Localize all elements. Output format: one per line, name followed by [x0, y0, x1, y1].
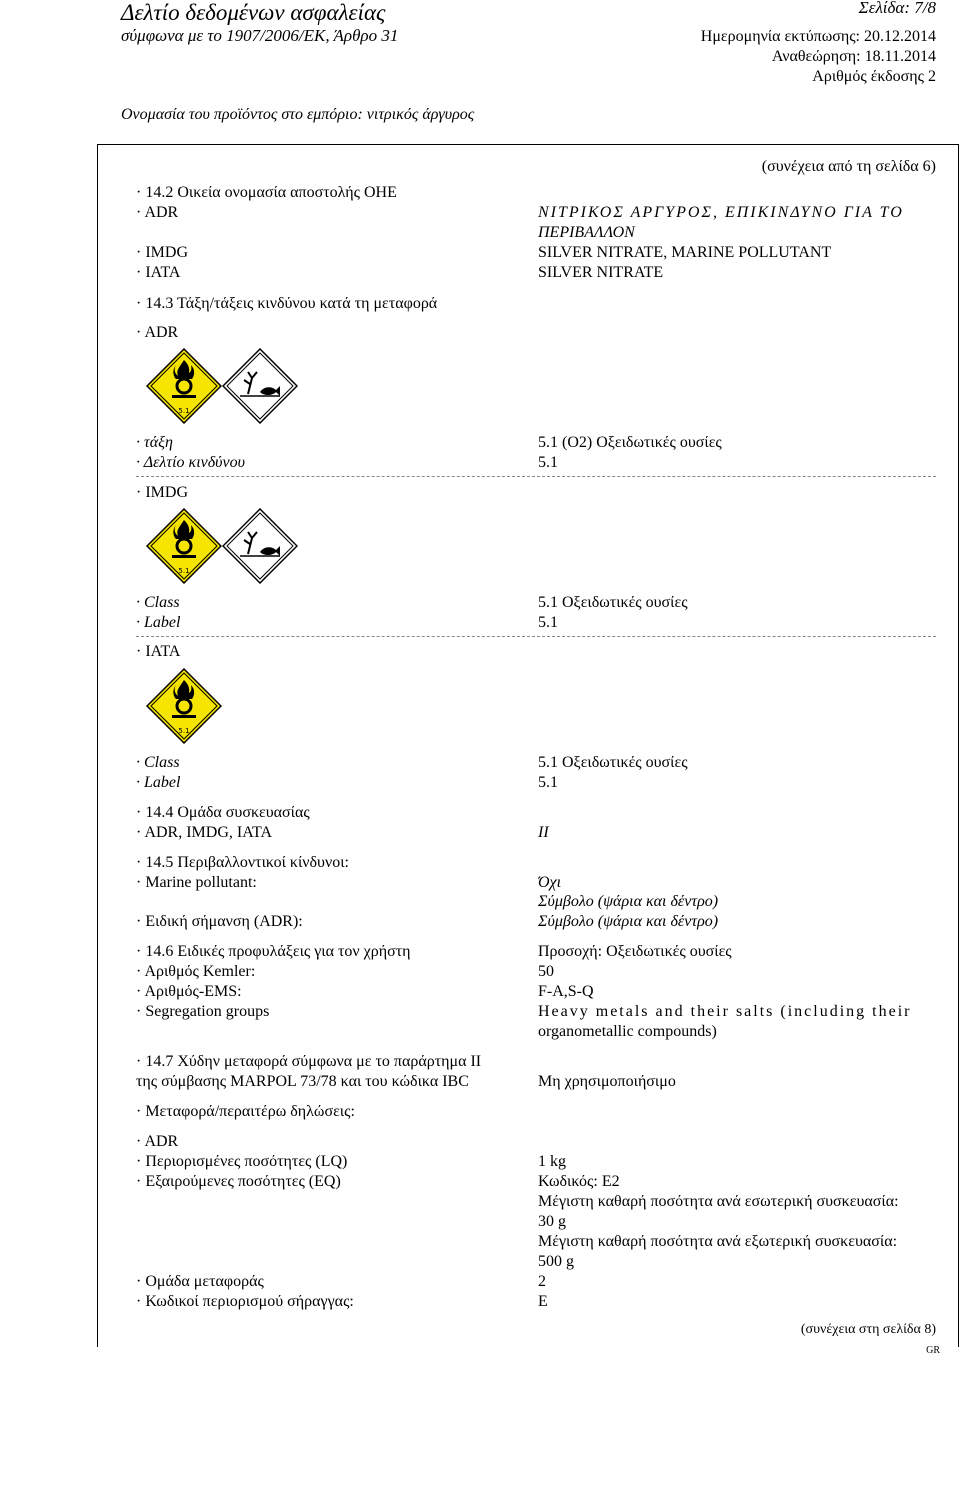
further-eq-value-3: 30 g	[538, 1213, 566, 1230]
s14-3-iata-label-label: · Label	[136, 774, 181, 791]
further-tunnel-label: · Κωδικοί περιορισμού σήραγγας:	[136, 1293, 354, 1310]
revision-date: Αναθεώρηση: 18.11.2014	[771, 48, 936, 65]
s14-7-value: Μη χρησιμοποιήσιμο	[538, 1073, 676, 1090]
s14-6-heading-value: Προσοχή: Οξειδωτικές ουσίες	[538, 943, 732, 960]
s14-3-heading: · 14.3 Τάξη/τάξεις κινδύνου κατά τη μεταφορά	[136, 295, 438, 312]
s14-2-imdg-value: SILVER NITRATE, MARINE POLLUTANT	[538, 244, 832, 261]
s14-5-special-label: · Ειδική σήμανση (ADR):	[136, 913, 303, 930]
further-lq-label: · Περιορισμένες ποσότητες (LQ)	[136, 1153, 348, 1170]
environment-pictogram-icon	[222, 348, 298, 424]
s14-5-marine-value-2: Σύμβολο (ψάρια και δέντρο)	[538, 893, 719, 910]
s14-4-value: II	[538, 824, 549, 841]
s14-4-label: · ADR, IMDG, IATA	[136, 824, 273, 841]
s14-3-adr-label: · ADR	[136, 324, 179, 341]
s14-2-iata-value: SILVER NITRATE	[538, 264, 664, 281]
s14-5-special-value: Σύμβολο (ψάρια και δέντρο)	[538, 913, 719, 930]
version-number: Αριθμός έκδοσης 2	[812, 68, 936, 85]
s14-5-marine-label: · Marine pollutant:	[136, 874, 257, 891]
s14-3-iata-class-value: 5.1 Οξειδωτικές ουσίες	[538, 754, 688, 771]
s14-2-adr-value-2: ΠΕΡΙΒΑΛΛΟΝ	[538, 224, 635, 241]
s14-6-ems-label: · Αριθμός-EMS:	[136, 983, 242, 1000]
pictogram-label: 5.1	[178, 407, 190, 415]
s14-3-iata-label: · IATA	[136, 643, 181, 660]
further-adr-label: · ADR	[136, 1133, 179, 1150]
s14-6-seg-label: · Segregation groups	[136, 1003, 270, 1020]
s14-3-adr-class-label: · τάξη	[136, 434, 173, 451]
s14-3-imdg-class-value: 5.1 Οξειδωτικές ουσίες	[538, 594, 688, 611]
further-eq-value-4: Μέγιστη καθαρή ποσότητα ανά εξωτερική συσκευασία:	[538, 1233, 898, 1250]
s14-3-adr-hazard-label: · Δελτίο κινδύνου	[136, 454, 245, 471]
s14-2-adr-value: ΝΙΤΡΙΚΟΣ ΑΡΓΥΡΟΣ, ΕΠΙΚΙΝΔΥΝΟ ΓΙΑ ΤΟ	[538, 204, 904, 221]
s14-3-adr-class-value: 5.1 (O2) Οξειδωτικές ουσίες	[538, 434, 722, 451]
product-name: Ονομασία του προϊόντος στο εμπόριο: νιτρικός άργυρος	[121, 106, 475, 123]
page-number: Σελίδα: 7/8	[858, 0, 936, 17]
further-heading: · Μεταφορά/περαιτέρω δηλώσεις:	[136, 1103, 355, 1120]
further-eq-value: Κωδικός: E2	[538, 1173, 620, 1190]
continued-from: (συνέχεια από τη σελίδα 6)	[761, 158, 936, 175]
s14-6-ems-value: F-A,S-Q	[538, 983, 594, 1000]
s14-4-heading: · 14.4 Ομάδα συσκευασίας	[136, 804, 310, 821]
s14-2-heading: · 14.2 Οικεία ονομασία αποστολής ΟΗΕ	[136, 184, 397, 201]
further-eq-value-5: 500 g	[538, 1253, 574, 1270]
s14-3-iata-class-label: · Class	[136, 754, 180, 771]
environment-pictogram-icon	[222, 508, 298, 584]
further-eq-label: · Εξαιρούμενες ποσότητες (EQ)	[136, 1173, 341, 1190]
s14-7-heading: · 14.7 Χύδην μεταφορά σύμφωνα με το παράρτημα II	[136, 1053, 482, 1070]
oxidizer-pictogram-icon	[146, 348, 222, 424]
s14-2-adr-label: · ADR	[136, 204, 179, 221]
s14-7-heading-2: της σύμβασης MARPOL 73/78 και του κώδικα IBC	[136, 1073, 469, 1090]
oxidizer-pictogram-icon	[146, 508, 222, 584]
s14-6-seg-value: Heavy metals and their salts (including their	[538, 1003, 912, 1020]
s14-5-heading: · 14.5 Περιβαλλοντικοί κίνδυνοι:	[136, 854, 349, 871]
further-eq-value-2: Μέγιστη καθαρή ποσότητα ανά εσωτερική συσκευασία:	[538, 1193, 899, 1210]
further-group-label: · Ομάδα μεταφοράς	[136, 1273, 264, 1290]
s14-3-imdg-label-value: 5.1	[538, 614, 558, 631]
pictogram-label: 5.1	[178, 567, 190, 575]
oxidizer-pictogram-icon	[146, 668, 222, 744]
further-tunnel-value: E	[538, 1293, 548, 1310]
s14-3-iata-label-value: 5.1	[538, 774, 558, 791]
document-title: Δελτίο δεδομένων ασφαλείας	[121, 0, 386, 25]
pictogram-label: 5.1	[178, 727, 190, 735]
s14-3-imdg-class-label: · Class	[136, 594, 180, 611]
continued-to: (συνέχεια στη σελίδα 8)	[800, 1322, 936, 1337]
further-lq-value: 1 kg	[538, 1153, 566, 1170]
s14-3-imdg-label: · IMDG	[136, 484, 188, 501]
further-group-value: 2	[538, 1273, 546, 1290]
s14-2-iata-label: · IATA	[136, 264, 181, 281]
s14-6-kemler-label: · Αριθμός Kemler:	[136, 963, 256, 980]
s14-6-seg-value-2: organometallic compounds)	[538, 1023, 717, 1040]
footer-code: GR	[926, 1345, 940, 1356]
s14-6-kemler-value: 50	[538, 963, 554, 980]
separator	[136, 476, 936, 477]
regulation-subtitle: σύμφωνα με το 1907/2006/ΕΚ, Άρθρο 31	[121, 26, 399, 45]
s14-2-imdg-label: · IMDG	[136, 244, 188, 261]
s14-5-marine-value: Όχι	[538, 874, 562, 891]
s14-3-adr-hazard-value: 5.1	[538, 454, 558, 471]
print-date: Ημερομηνία εκτύπωσης: 20.12.2014	[700, 28, 936, 45]
s14-6-heading: · 14.6 Ειδικές προφυλάξεις για τον χρήστη	[136, 943, 411, 960]
s14-3-imdg-label-label: · Label	[136, 614, 181, 631]
separator	[136, 636, 936, 637]
